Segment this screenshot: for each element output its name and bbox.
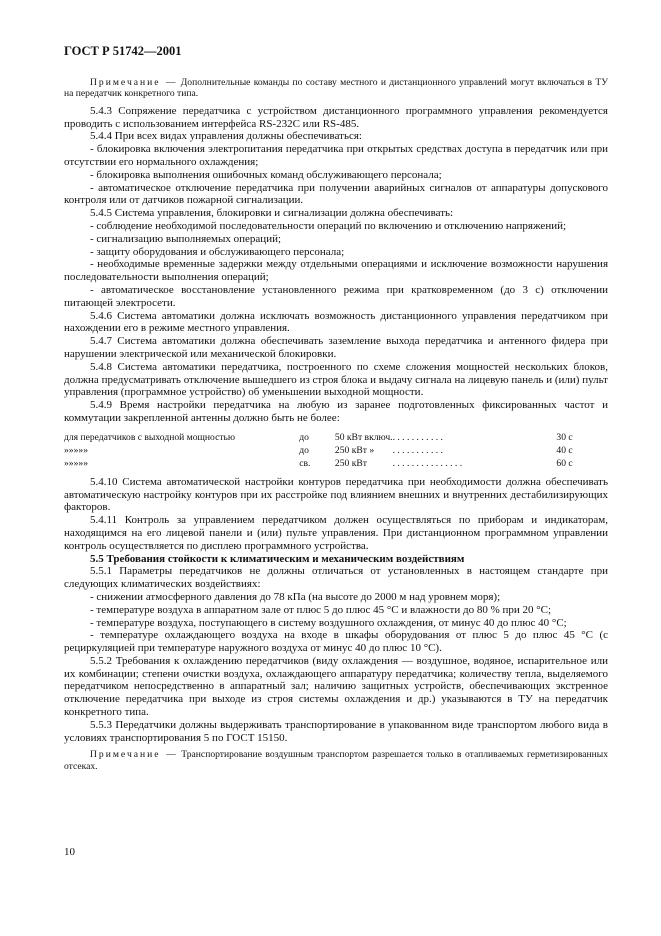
list-item: - автоматическое отключение передатчика при получении аварийных сигналов от аппаратуры допускового контроля или от датчиков пожарной сигнализации. (64, 181, 608, 207)
list-item: - температуре охлаждающего воздуха на входе в шкафы оборудования от плюс 5 до плюс 45 °С (с рециркуляцией при температуре наружного воздуха от минус 40 до плюс 10 °С). (64, 629, 608, 655)
ditto-mark: » (64, 457, 69, 469)
paragraph-5-5-1: 5.5.1 Параметры передатчиков не должны отличаться от установленных в настоящем стандарте при следующих климатических воздействиях: (64, 565, 608, 591)
table-cell-limit: 250 кВт (334, 457, 367, 469)
note-2-text: Транспортирование воздушным транспортом разрешается только в отапливаемых герметизированных отсеках. (64, 749, 609, 772)
paragraph-5-5-3: 5.5.3 Передатчики должны выдерживать транспортирование в упакованном виде транспортом любого вида в условиях транспортирования 5 по ГОСТ 15150. (64, 718, 608, 744)
list-item: - сигнализацию выполняемых операций; (90, 232, 282, 245)
table-cell-value: 40 с (556, 444, 573, 456)
timing-table (64, 431, 608, 470)
table-row (64, 431, 608, 444)
section-heading-5-5: 5.5 Требования стойкости к климатическим и механическим воздействиям (90, 552, 465, 565)
paragraph-5-5-2: 5.5.2 Требования к охлаждению передатчиков (виду охлаждения — воздушное, водяное, испарительное или их комбинации; степени очистки воздуха, охлаждающего аппаратуру передатчика; количеству тепла, выделяемого передатчиком непосредственно в аппаратный зал; наличию защитных устройств, обеспечивающих экстренное отключение передатчика при выходе из строя системы охлаждения и др.) указываются в ТУ на передатчик конкретного типа. (64, 654, 608, 719)
paragraph-5-4-5: 5.4.5 Система управления, блокировки и сигнализации должна обеспечивать: (90, 207, 454, 220)
ditto-mark: » (83, 444, 88, 456)
list-item: - снижении атмосферного давления до 78 кПа (на высоте до 2000 м над уровнем моря); (90, 590, 501, 603)
ditto-mark: » (73, 457, 79, 469)
table-cell-op: св. (299, 457, 311, 469)
list-item: - блокировка включения электропитания передатчика при открытых средствах доступа в передатчик или при отсутствии его нормального охлаждения; (64, 143, 608, 168)
table-row (64, 457, 608, 470)
ditto-mark: » (73, 444, 79, 456)
table-cell-op: до (299, 444, 309, 456)
paragraph-5-4-4: 5.4.4 При всех видах управления должны обеспечиваться: (90, 130, 362, 143)
table-row (64, 444, 608, 457)
table-cell-limit: 50 кВт включ. (334, 431, 393, 443)
list-item: - автоматическое восстановление установленного режима при кратковременном (до 3 с) отключении питающей электросети. (64, 283, 608, 309)
table-cell-op: до (299, 431, 309, 443)
table-cell-desc: для передатчиков с выходной мощностью (64, 431, 236, 443)
list-item: - необходимые временные задержки между отдельными операциями и исключение возможности нарушения последовательности выполнения операций; (64, 258, 608, 284)
ditto-mark: » (68, 457, 74, 469)
paragraph-5-4-9: 5.4.9 Время настройки передатчика на любую из заранее подготовленных фиксированных частот и коммутации закрепленной антенны должно быть не более: (64, 399, 608, 424)
ditto-mark: » (64, 444, 69, 456)
table-cell-limit: 250 кВт » (334, 444, 375, 456)
list-item: - температуре воздуха, поступающего в систему воздушного охлаждения, от минус 40 до плюс 40 °С; (90, 616, 567, 629)
page-number: 10 (64, 846, 75, 858)
list-item: - соблюдение необходимой последовательности операций по включению и отключению напряжений; (90, 219, 567, 232)
table-cell-value: 30 с (556, 431, 573, 443)
note-1 (64, 77, 608, 100)
ditto-mark: » (78, 444, 84, 456)
document-page (64, 44, 608, 772)
table-cell-desc (64, 444, 299, 457)
paragraph-5-4-11: 5.4.11 Контроль за управлением передатчиком должен осуществляться по приборам и индикаторам, находящимся на его лицевой панели и (или) пульте управления. При дистанционном программном управлении контроль осуществляется по дисплею программного устройства. (64, 514, 608, 552)
paragraph-5-4-3: 5.4.3 Сопряжение передатчика с устройством дистанционного программного управления рекомендуется проводить с использованием интерфейса RS-232С или RS-485. (64, 104, 608, 130)
note-2 (64, 749, 608, 772)
table-cell-leader: . . . . . . . . . . . . . . . (392, 457, 463, 469)
paragraph-5-4-7: 5.4.7 Система автоматики должна обеспечивать заземление выхода передатчика и антенного фидера при нарушении электрической или механической блокировки. (64, 335, 608, 360)
note-1-text: Дополнительные команды по составу местного и дистанционного управлений могут включаться в ТУ на передатчик конкретного типа. (64, 77, 608, 100)
table-cell-leader: . . . . . . . . . . . (392, 431, 443, 443)
note-label: Примечание — (90, 77, 178, 88)
ditto-mark: » (83, 457, 88, 469)
document-header: ГОСТ Р 51742—2001 (64, 44, 182, 58)
table-cell-leader: . . . . . . . . . . . (392, 444, 443, 456)
paragraph-5-4-8: 5.4.8 Система автоматики передатчика, построенного по схеме сложения мощностей нескольких блоков, должна предусматривать отключение вышедшего из строя блока и выдачу сигнала на лицевую панель и (или) пульт управления (программное устройство) об уменьшении выходной мощности. (64, 360, 608, 399)
list-item: - защиту оборудования и обслуживающего персонала; (90, 245, 345, 258)
paragraph-5-4-6: 5.4.6 Система автоматики должна исключать возможность дистанционного управления передатчиком при нахождении его в режиме местного управления. (64, 309, 608, 335)
table-cell-desc (64, 457, 299, 470)
ditto-mark: » (78, 457, 84, 469)
note-label: Примечание — (90, 749, 178, 761)
table-cell-value: 60 с (556, 457, 573, 469)
paragraph-5-4-10: 5.4.10 Система автоматической настройки контуров передатчика при необходимости должна обеспечивать автоматическую настройку контуров при их расстройке под влиянием внешних и внутренних дестабилизирующих факторов. (64, 475, 608, 514)
list-item: - температуре воздуха в аппаратном зале от плюс 5 до плюс 45 °С и влажности до 80 % при 20 °С; (90, 603, 552, 616)
ditto-mark: » (68, 444, 74, 456)
list-item: - блокировка выполнения ошибочных команд обслуживающего персонала; (90, 168, 442, 181)
